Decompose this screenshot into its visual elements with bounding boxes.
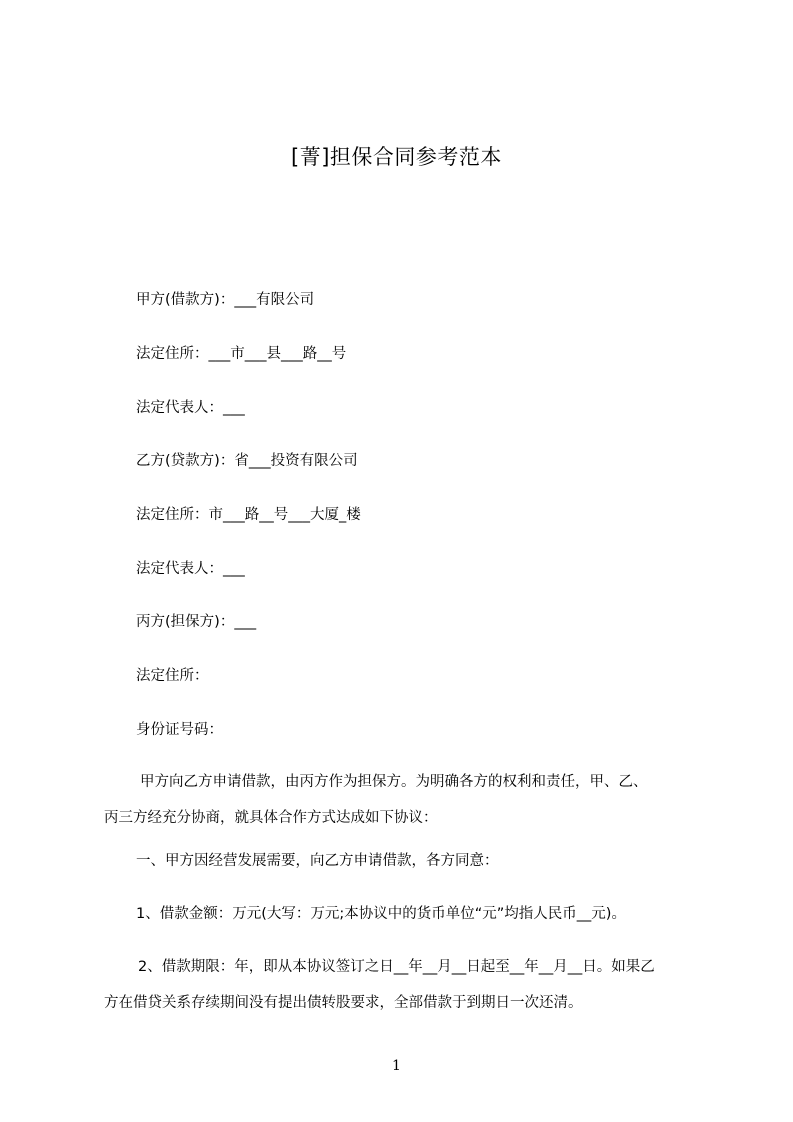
party-a-address: 法定住所：___市___县___路__号 [136, 346, 347, 362]
intro-paragraph-line: 甲方向乙方申请借款，由丙方作为担保方。为明确各方的权利和责任，甲、乙、 [140, 774, 648, 790]
party-a-name: 甲方(借款方)：___有限公司 [136, 292, 315, 308]
party-a-representative: 法定代表人：___ [136, 400, 245, 416]
clause-2-line: 方在借贷关系存续期间没有提出债转股要求，全部借款于到期日一次还清。 [104, 995, 583, 1011]
document-title: [菁]担保合同参考范本 [291, 145, 502, 169]
section-1-heading: 一、甲方因经营发展需要，向乙方申请借款，各方同意： [136, 853, 499, 869]
intro-paragraph-line: 丙三方经充分协商，就具体合作方式达成如下协议： [104, 810, 438, 826]
party-b-name: 乙方(贷款方)：省___投资有限公司 [136, 453, 358, 469]
party-b-representative: 法定代表人：___ [136, 561, 245, 577]
page-number: 1 [392, 1058, 401, 1074]
clause-1: 1、借款金额：万元(大写：万元;本协议中的货币单位“元”均指人民币__元)。 [136, 906, 626, 922]
party-c-address: 法定住所： [136, 668, 209, 684]
clause-2-line: 2、借款期限：年，即从本协议签订之日__年__月__日起至__年__月__日。如果乙 [138, 959, 655, 975]
party-b-address: 法定住所：市___路__号___大厦_楼 [136, 507, 361, 523]
intro-paragraph [104, 764, 704, 836]
party-c-name: 丙方(担保方)：___ [136, 614, 257, 630]
clause-2 [104, 949, 704, 1021]
party-c-id-number: 身份证号码： [136, 722, 223, 738]
